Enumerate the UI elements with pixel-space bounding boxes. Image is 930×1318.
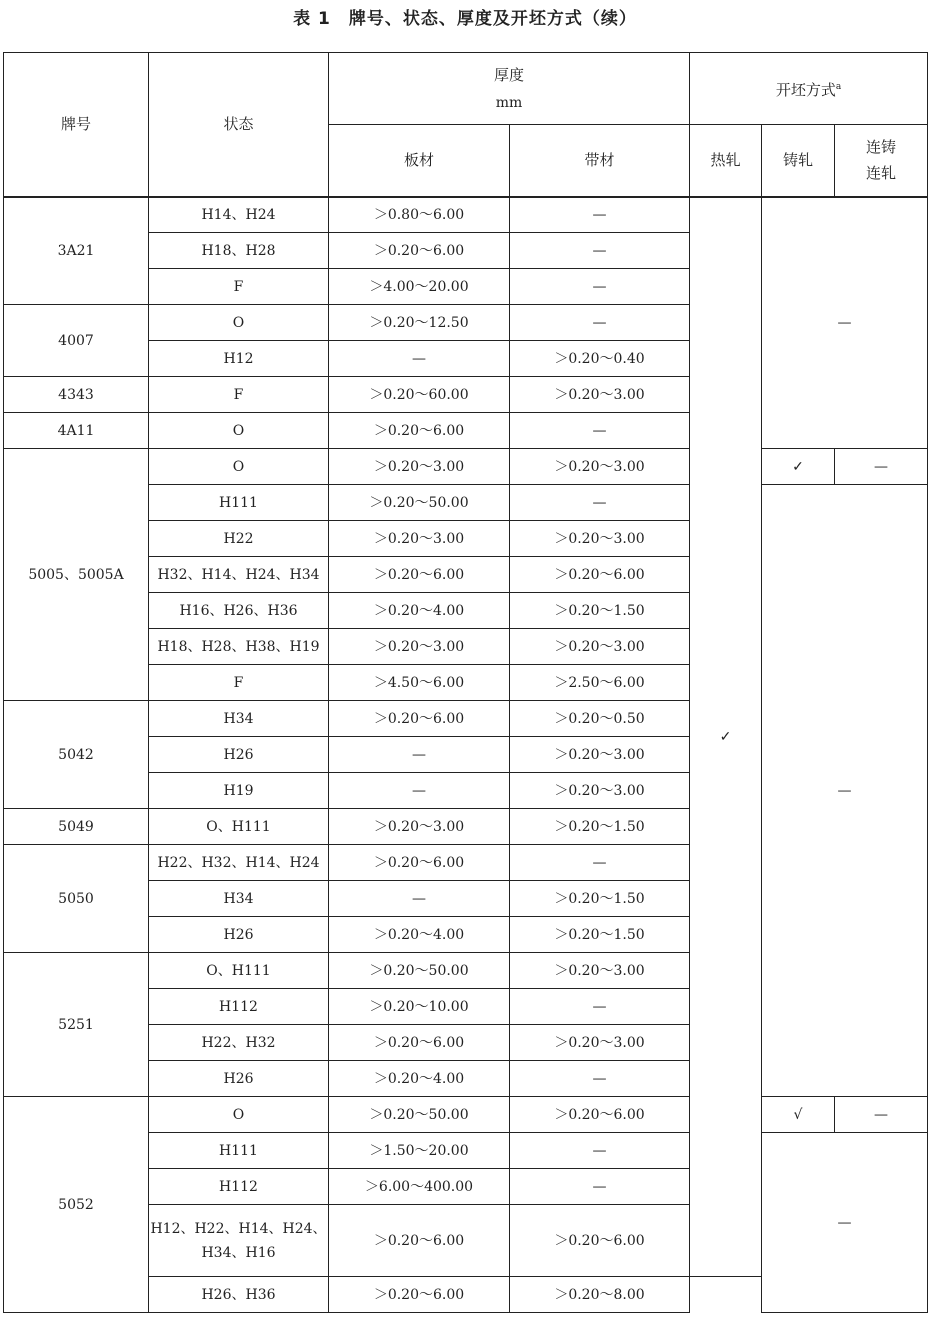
table-header	[4, 53, 928, 197]
strip-cell: ＞0.20～6.00	[510, 557, 690, 593]
plate-cell: ＞0.20～60.00	[329, 377, 510, 413]
grade-cell: 5251	[4, 953, 149, 1097]
temper-line: H12、H22、H14、H24、	[150, 1220, 327, 1237]
plate-cell: ＞0.20～6.00	[329, 1277, 510, 1313]
plate-cell: ＞0.20～50.00	[329, 485, 510, 521]
plate-cell: ＞0.20～10.00	[329, 989, 510, 1025]
header-thickness-label: 厚度	[494, 65, 525, 84]
header-method-footnote: a	[835, 82, 842, 92]
strip-cell: ＞0.20～3.00	[510, 377, 690, 413]
temper-cell: H18、H28	[149, 233, 329, 269]
plate-cell: ＞0.20～4.00	[329, 1061, 510, 1097]
grade-cell: 5050	[4, 845, 149, 953]
strip-cell: ＞0.20～3.00	[510, 737, 690, 773]
plate-cell: ＞1.50～20.00	[329, 1133, 510, 1169]
grade-cell: 3A21	[4, 197, 149, 305]
strip-cell: —	[510, 845, 690, 881]
temper-cell: F	[149, 377, 329, 413]
strip-cell: —	[510, 413, 690, 449]
temper-cell: O	[149, 305, 329, 341]
temper-cell: H14、H24	[149, 197, 329, 233]
header-strip: 带材	[510, 125, 690, 197]
temper-cell: H26	[149, 1061, 329, 1097]
grade-cell: 5042	[4, 701, 149, 809]
strip-cell: ＞0.20～3.00	[510, 521, 690, 557]
method-dash-cell: —	[762, 485, 928, 1097]
strip-cell: ＞0.20～3.00	[510, 1025, 690, 1061]
temper-cell: H19	[149, 773, 329, 809]
plate-cell: ＞4.50～6.00	[329, 665, 510, 701]
plate-cell: ＞0.20～12.50	[329, 305, 510, 341]
strip-cell: —	[510, 1133, 690, 1169]
plate-cell: ＞0.20～6.00	[329, 701, 510, 737]
strip-cell: ＞0.20～6.00	[510, 1205, 690, 1277]
plate-cell: —	[329, 881, 510, 917]
temper-cell: H112	[149, 989, 329, 1025]
strip-cell: ＞0.20～3.00	[510, 449, 690, 485]
plate-cell: ＞0.20～6.00	[329, 557, 510, 593]
strip-cell: ＞0.20～0.50	[510, 701, 690, 737]
temper-line: H34、H16	[201, 1244, 276, 1261]
continuous-dash: —	[835, 449, 928, 485]
plate-cell: ＞0.20～6.00	[329, 1025, 510, 1061]
plate-cell: —	[329, 341, 510, 377]
plate-cell: ＞0.80～6.00	[329, 197, 510, 233]
header-hot-rolling: 热轧	[690, 125, 762, 197]
grade-cell: 5049	[4, 809, 149, 845]
strip-cell: ＞0.20～3.00	[510, 773, 690, 809]
temper-cell: F	[149, 269, 329, 305]
strip-cell: ＞0.20～8.00	[510, 1277, 690, 1313]
grade-cell: 5052	[4, 1097, 149, 1313]
grade-cell: 4A11	[4, 413, 149, 449]
table-body	[4, 197, 928, 1313]
spec-table	[3, 52, 928, 1313]
grade-cell: 5005、5005A	[4, 449, 149, 701]
plate-cell: —	[329, 737, 510, 773]
table-title: 表 1 牌号、状态、厚度及开坯方式（续）	[293, 9, 637, 29]
temper-cell: H22	[149, 521, 329, 557]
temper-cell: H26	[149, 917, 329, 953]
temper-cell: O	[149, 449, 329, 485]
header-plate: 板材	[329, 125, 510, 197]
plate-cell: ＞0.20～6.00	[329, 845, 510, 881]
grade-cell: 4007	[4, 305, 149, 377]
strip-cell: ＞0.20～6.00	[510, 1097, 690, 1133]
strip-cell: —	[510, 989, 690, 1025]
temper-cell: O、H111	[149, 953, 329, 989]
strip-cell: —	[510, 485, 690, 521]
plate-cell: ＞0.20～3.00	[329, 809, 510, 845]
temper-cell: H112	[149, 1169, 329, 1205]
method-dash-cell: —	[762, 197, 928, 449]
temper-cell: O	[149, 1097, 329, 1133]
table-row	[4, 1097, 928, 1133]
plate-cell: ＞0.20～4.00	[329, 917, 510, 953]
strip-cell: ＞0.20～3.00	[510, 629, 690, 665]
header-continuous	[835, 125, 928, 197]
temper-cell: H32、H14、H24、H34	[149, 557, 329, 593]
header-thickness-unit: mm	[495, 94, 523, 111]
temper-cell: H12	[149, 341, 329, 377]
header-continuous-line1: 连铸	[866, 138, 897, 157]
temper-cell: H34	[149, 701, 329, 737]
strip-cell: —	[510, 1169, 690, 1205]
plate-cell: ＞0.20～3.00	[329, 449, 510, 485]
strip-cell: —	[510, 305, 690, 341]
strip-cell: ＞0.20～0.40	[510, 341, 690, 377]
header-casting-rolling: 铸轧	[762, 125, 835, 197]
strip-cell: —	[510, 1061, 690, 1097]
temper-cell: H18、H28、H38、H19	[149, 629, 329, 665]
method-dash-cell: —	[762, 1133, 928, 1313]
plate-cell: ＞0.20～3.00	[329, 521, 510, 557]
strip-cell: ＞0.20～1.50	[510, 593, 690, 629]
header-method	[690, 53, 928, 125]
strip-cell: —	[510, 269, 690, 305]
table-row	[4, 449, 928, 485]
header-method-label: 开坯方式	[775, 81, 836, 99]
plate-cell: ＞0.20～6.00	[329, 233, 510, 269]
plate-cell: ＞0.20～50.00	[329, 1097, 510, 1133]
temper-cell: H111	[149, 1133, 329, 1169]
continuous-dash: —	[835, 1097, 928, 1133]
temper-cell: O	[149, 413, 329, 449]
casting-rolling-check: √	[762, 1097, 835, 1133]
temper-cell: H26	[149, 737, 329, 773]
strip-cell: ＞0.20～1.50	[510, 881, 690, 917]
plate-cell: ＞0.20～6.00	[329, 1205, 510, 1277]
plate-cell: ＞0.20～4.00	[329, 593, 510, 629]
plate-cell: ＞6.00～400.00	[329, 1169, 510, 1205]
temper-cell: H34	[149, 881, 329, 917]
strip-cell: ＞0.20～3.00	[510, 953, 690, 989]
temper-cell: H22、H32、H14、H24	[149, 845, 329, 881]
header-continuous-line2: 连轧	[866, 164, 897, 183]
temper-cell	[149, 1205, 329, 1277]
temper-cell: H16、H26、H36	[149, 593, 329, 629]
plate-cell: ＞0.20～50.00	[329, 953, 510, 989]
strip-cell: ＞0.20～1.50	[510, 809, 690, 845]
grade-cell: 4343	[4, 377, 149, 413]
temper-cell: H22、H32	[149, 1025, 329, 1061]
temper-cell: H111	[149, 485, 329, 521]
strip-cell: ＞0.20～1.50	[510, 917, 690, 953]
strip-cell: ＞2.50～6.00	[510, 665, 690, 701]
temper-cell: H26、H36	[149, 1277, 329, 1313]
temper-cell: O、H111	[149, 809, 329, 845]
plate-cell: ＞4.00～20.00	[329, 269, 510, 305]
plate-cell: ＞0.20～3.00	[329, 629, 510, 665]
strip-cell: —	[510, 197, 690, 233]
strip-cell: —	[510, 233, 690, 269]
temper-cell: F	[149, 665, 329, 701]
plate-cell: ＞0.20～6.00	[329, 413, 510, 449]
plate-cell: —	[329, 773, 510, 809]
header-temper: 状态	[149, 53, 329, 197]
header-thickness	[329, 53, 690, 125]
table-row	[4, 197, 928, 233]
header-grade: 牌号	[4, 53, 149, 197]
casting-rolling-check: ✓	[762, 449, 835, 485]
hot-rolling-cell: ✓	[690, 197, 762, 1277]
